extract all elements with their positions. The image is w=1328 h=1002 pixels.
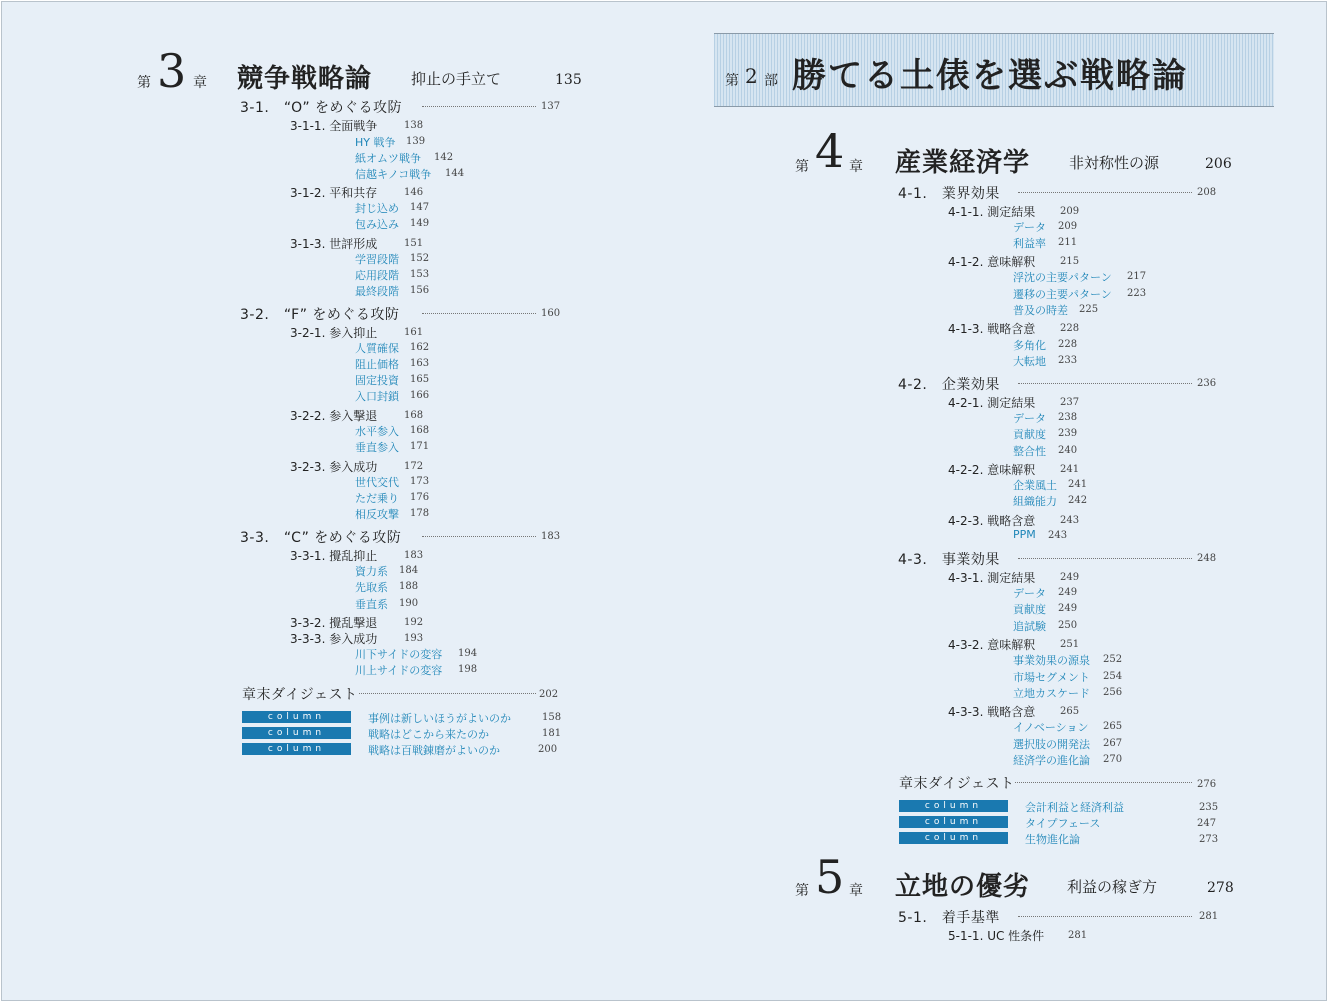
item-title: 貢献度 [1013, 428, 1046, 441]
item-title: データ [1013, 412, 1046, 425]
item-page: 270 [1103, 754, 1123, 765]
subsection-page: 183 [404, 550, 424, 561]
column-badge: column [899, 800, 1008, 812]
item-title: 固定投資 [355, 374, 399, 387]
column-page: 235 [1199, 802, 1219, 813]
section-page: 281 [1199, 911, 1219, 922]
subsection-page: 161 [404, 327, 424, 338]
section-page: 160 [541, 308, 561, 319]
leader-dots [422, 313, 536, 314]
item-title: 遷移の主要パターン [1013, 288, 1112, 301]
item-page: 238 [1058, 412, 1078, 423]
item-title: 市場セグメント [1013, 671, 1090, 684]
item-page: 254 [1103, 671, 1123, 682]
subsection-page: 281 [1068, 930, 1088, 941]
item-title: 事業効果の源泉 [1013, 654, 1090, 667]
chapter-label-pre: 第 [795, 883, 809, 899]
item-title: 川上サイドの変容 [355, 664, 443, 677]
column-title: 会計利益と経済利益 [1025, 801, 1124, 814]
item-page: 162 [410, 342, 430, 353]
item-page: 239 [1058, 428, 1078, 439]
item-page: 144 [445, 168, 465, 179]
item-page: 178 [410, 508, 430, 519]
item-title: 大転地 [1013, 355, 1046, 368]
chapter-5-heading [795, 850, 1235, 904]
item-page: 252 [1103, 654, 1123, 665]
subsection-page: 251 [1060, 639, 1080, 650]
column-badge: column [242, 727, 351, 739]
column-page: 181 [542, 728, 562, 739]
part-banner [714, 33, 1274, 107]
section-title: 3-3. “C” をめぐる攻防 [240, 530, 402, 546]
item-title: 最終段階 [355, 285, 399, 298]
item-page: 153 [410, 269, 430, 280]
chapter-label-post: 章 [193, 75, 207, 91]
subsection-page: 168 [404, 410, 424, 421]
section-title: 4-3. 事業効果 [898, 552, 1000, 568]
subsection-title: 3-3-3. 参入成功 [290, 632, 378, 646]
section-title: 4-2. 企業効果 [898, 377, 1000, 393]
subsection-title: 3-1-2. 平和共存 [290, 186, 378, 200]
item-page: 217 [1127, 271, 1147, 282]
item-title: 追試験 [1013, 620, 1046, 633]
section-page: 183 [541, 531, 561, 542]
item-page: 256 [1103, 687, 1123, 698]
item-page: 165 [410, 374, 430, 385]
chapter-label-post: 章 [849, 159, 863, 175]
leader-dots [1018, 383, 1192, 384]
item-page: 149 [410, 218, 430, 229]
part-label-pre: 第 [725, 73, 739, 89]
item-title: HY 戦争 [355, 136, 396, 149]
column-title: 生物進化論 [1025, 833, 1080, 846]
column-badge: column [899, 816, 1008, 828]
subsection-title: 4-2-3. 戦略含意 [948, 514, 1036, 528]
item-page: 173 [410, 476, 430, 487]
subsection-page: 151 [404, 238, 424, 249]
item-page: 223 [1127, 288, 1147, 299]
item-title: 応用段階 [355, 269, 399, 282]
subsection-page: 241 [1060, 464, 1080, 475]
item-page: 198 [458, 664, 478, 675]
item-title: 経済学の進化論 [1013, 754, 1090, 767]
item-page: 163 [410, 358, 430, 369]
item-page: 190 [399, 598, 419, 609]
item-page: 166 [410, 390, 430, 401]
item-page: 233 [1058, 355, 1078, 366]
subsection-title: 4-1-2. 意味解釈 [948, 255, 1036, 269]
item-page: 240 [1058, 445, 1078, 456]
item-title: 浮沈の主要パターン [1013, 271, 1112, 284]
leader-dots [1018, 192, 1192, 193]
subsection-title: 3-1-3. 世評形成 [290, 237, 378, 251]
chapter-label-pre: 第 [795, 159, 809, 175]
item-page: 249 [1058, 587, 1078, 598]
item-page: 209 [1058, 221, 1078, 232]
part-label-post: 部 [764, 73, 778, 89]
leader-dots [1018, 558, 1192, 559]
subsection-page: 172 [404, 461, 424, 472]
digest-title: 章末ダイジェスト [899, 776, 1015, 792]
column-page: 158 [542, 712, 562, 723]
item-title: 人質確保 [355, 342, 399, 355]
item-title: 封じ込め [355, 202, 399, 215]
subsection-title: 4-3-3. 戦略含意 [948, 705, 1036, 719]
chapter-3-heading [137, 44, 582, 98]
item-title: 整合性 [1013, 445, 1046, 458]
item-page: 250 [1058, 620, 1078, 631]
item-title: 相反攻撃 [355, 508, 399, 521]
item-title: 普及の時差 [1013, 304, 1068, 317]
section-page: 208 [1197, 187, 1217, 198]
subsection-page: 193 [404, 633, 424, 644]
item-title: 紙オムツ戦争 [355, 152, 421, 165]
chapter-title: 立地の優劣 [895, 872, 1031, 902]
item-page: 243 [1048, 530, 1068, 541]
chapter-number: 4 [815, 124, 845, 178]
item-title: 組織能力 [1013, 495, 1057, 508]
item-page: 242 [1068, 495, 1088, 506]
item-title: ただ乗り [355, 492, 399, 505]
item-title: 川下サイドの変容 [355, 648, 443, 661]
section-title: 5-1. 着手基準 [898, 910, 1000, 926]
section-page: 248 [1197, 553, 1217, 564]
item-title: 多角化 [1013, 339, 1046, 352]
item-title: PPM [1013, 528, 1036, 541]
item-title: 阻止価格 [355, 358, 399, 371]
column-badge: column [242, 743, 351, 755]
digest-page: 202 [539, 689, 559, 700]
leader-dots [359, 693, 536, 694]
subsection-page: 249 [1060, 572, 1080, 583]
section-page: 137 [541, 101, 561, 112]
column-badge: column [242, 711, 351, 723]
chapter-4-heading [795, 124, 1235, 178]
item-page: 171 [410, 441, 430, 452]
leader-dots [1015, 782, 1192, 783]
subsection-title: 4-3-2. 意味解釈 [948, 638, 1036, 652]
subsection-title: 3-2-1. 参入抑止 [290, 326, 378, 340]
chapter-page: 278 [1207, 880, 1234, 896]
item-title: 包み込み [355, 218, 399, 231]
subsection-page: 138 [404, 120, 424, 131]
item-title: 企業風土 [1013, 479, 1057, 492]
chapter-subtitle: 利益の稼ぎ方 [1067, 878, 1158, 896]
subsection-title: 4-2-2. 意味解釈 [948, 463, 1036, 477]
item-title: 入口封鎖 [355, 390, 399, 403]
item-title: 先取系 [355, 581, 388, 594]
column-badge: column [899, 832, 1008, 844]
section-title: 3-2. “F” をめぐる攻防 [240, 307, 400, 323]
subsection-title: 4-2-1. 測定結果 [948, 396, 1036, 410]
item-page: 139 [406, 136, 426, 147]
item-page: 142 [434, 152, 454, 163]
part-title: 勝てる土俵を選ぶ戦略論 [792, 56, 1188, 96]
item-page: 194 [458, 648, 478, 659]
item-page: 147 [410, 202, 430, 213]
item-page: 267 [1103, 738, 1123, 749]
item-title: 水平参入 [355, 425, 399, 438]
item-title: 貢献度 [1013, 603, 1046, 616]
item-page: 225 [1079, 304, 1099, 315]
item-page: 176 [410, 492, 430, 503]
item-title: データ [1013, 587, 1046, 600]
item-title: 世代交代 [355, 476, 399, 489]
digest-title: 章末ダイジェスト [242, 687, 358, 703]
column-page: 247 [1197, 818, 1217, 829]
item-title: 選択肢の開発法 [1013, 738, 1090, 751]
section-title: 4-1. 業界効果 [898, 186, 1000, 202]
subsection-page: 265 [1060, 706, 1080, 717]
leader-dots [422, 536, 536, 537]
column-title: タイプフェース [1025, 817, 1101, 830]
subsection-title: 3-2-3. 参入成功 [290, 460, 378, 474]
chapter-subtitle: 抑止の手立て [411, 70, 502, 88]
section-page: 236 [1197, 378, 1217, 389]
subsection-title: 3-3-2. 攪乱撃退 [290, 616, 378, 630]
subsection-title: 4-3-1. 測定結果 [948, 571, 1036, 585]
part-number: 2 [745, 64, 758, 88]
subsection-page: 209 [1060, 206, 1080, 217]
subsection-title: 3-3-1. 攪乱抑止 [290, 549, 378, 563]
chapter-subtitle: 非対称性の源 [1069, 154, 1160, 172]
item-page: 156 [410, 285, 430, 296]
item-title: 資力系 [355, 565, 388, 578]
item-page: 188 [399, 581, 419, 592]
book-spread [1, 1, 1327, 1001]
item-page: 152 [410, 253, 430, 264]
item-title: イノベーション [1013, 721, 1089, 734]
chapter-page: 206 [1205, 156, 1232, 172]
column-title: 戦略は百戦錬磨がよいのか [368, 744, 500, 757]
digest-page: 276 [1197, 779, 1217, 790]
subsection-title: 4-1-1. 測定結果 [948, 205, 1036, 219]
column-title: 事例は新しいほうがよいのか [368, 712, 511, 725]
item-title: データ [1013, 221, 1046, 234]
item-page: 265 [1103, 721, 1123, 732]
subsection-title: 4-1-3. 戦略含意 [948, 322, 1036, 336]
item-page: 241 [1068, 479, 1088, 490]
item-page: 168 [410, 425, 430, 436]
item-page: 184 [399, 565, 419, 576]
item-page: 228 [1058, 339, 1078, 350]
item-title: 学習段階 [355, 253, 399, 266]
item-title: 利益率 [1013, 237, 1046, 250]
subsection-page: 192 [404, 617, 424, 628]
subsection-page: 243 [1060, 515, 1080, 526]
chapter-page: 135 [555, 72, 582, 88]
item-page: 249 [1058, 603, 1078, 614]
item-title: 立地カスケード [1013, 687, 1090, 700]
chapter-title: 産業経済学 [895, 148, 1031, 178]
column-title: 戦略はどこから来たのか [368, 728, 489, 741]
subsection-title: 3-2-2. 参入撃退 [290, 409, 378, 423]
item-title: 垂直参入 [355, 441, 399, 454]
column-page: 273 [1199, 834, 1219, 845]
subsection-title: 5-1-1. UC 性条件 [948, 929, 1045, 943]
section-title: 3-1. “O” をめぐる攻防 [240, 100, 403, 116]
chapter-number: 5 [815, 850, 845, 904]
subsection-title: 3-1-1. 全面戦争 [290, 119, 378, 133]
subsection-page: 215 [1060, 256, 1080, 267]
leader-dots [422, 106, 536, 107]
chapter-label-pre: 第 [137, 75, 151, 91]
subsection-page: 228 [1060, 323, 1080, 334]
leader-dots [1018, 916, 1192, 917]
chapter-number: 3 [157, 44, 187, 98]
column-page: 200 [538, 744, 558, 755]
item-title: 垂直系 [355, 598, 388, 611]
item-title: 信越キノコ戦争 [355, 168, 432, 181]
item-page: 211 [1058, 237, 1078, 248]
chapter-title: 競争戦略論 [237, 64, 373, 94]
chapter-label-post: 章 [849, 883, 863, 899]
subsection-page: 237 [1060, 397, 1080, 408]
subsection-page: 146 [404, 187, 424, 198]
